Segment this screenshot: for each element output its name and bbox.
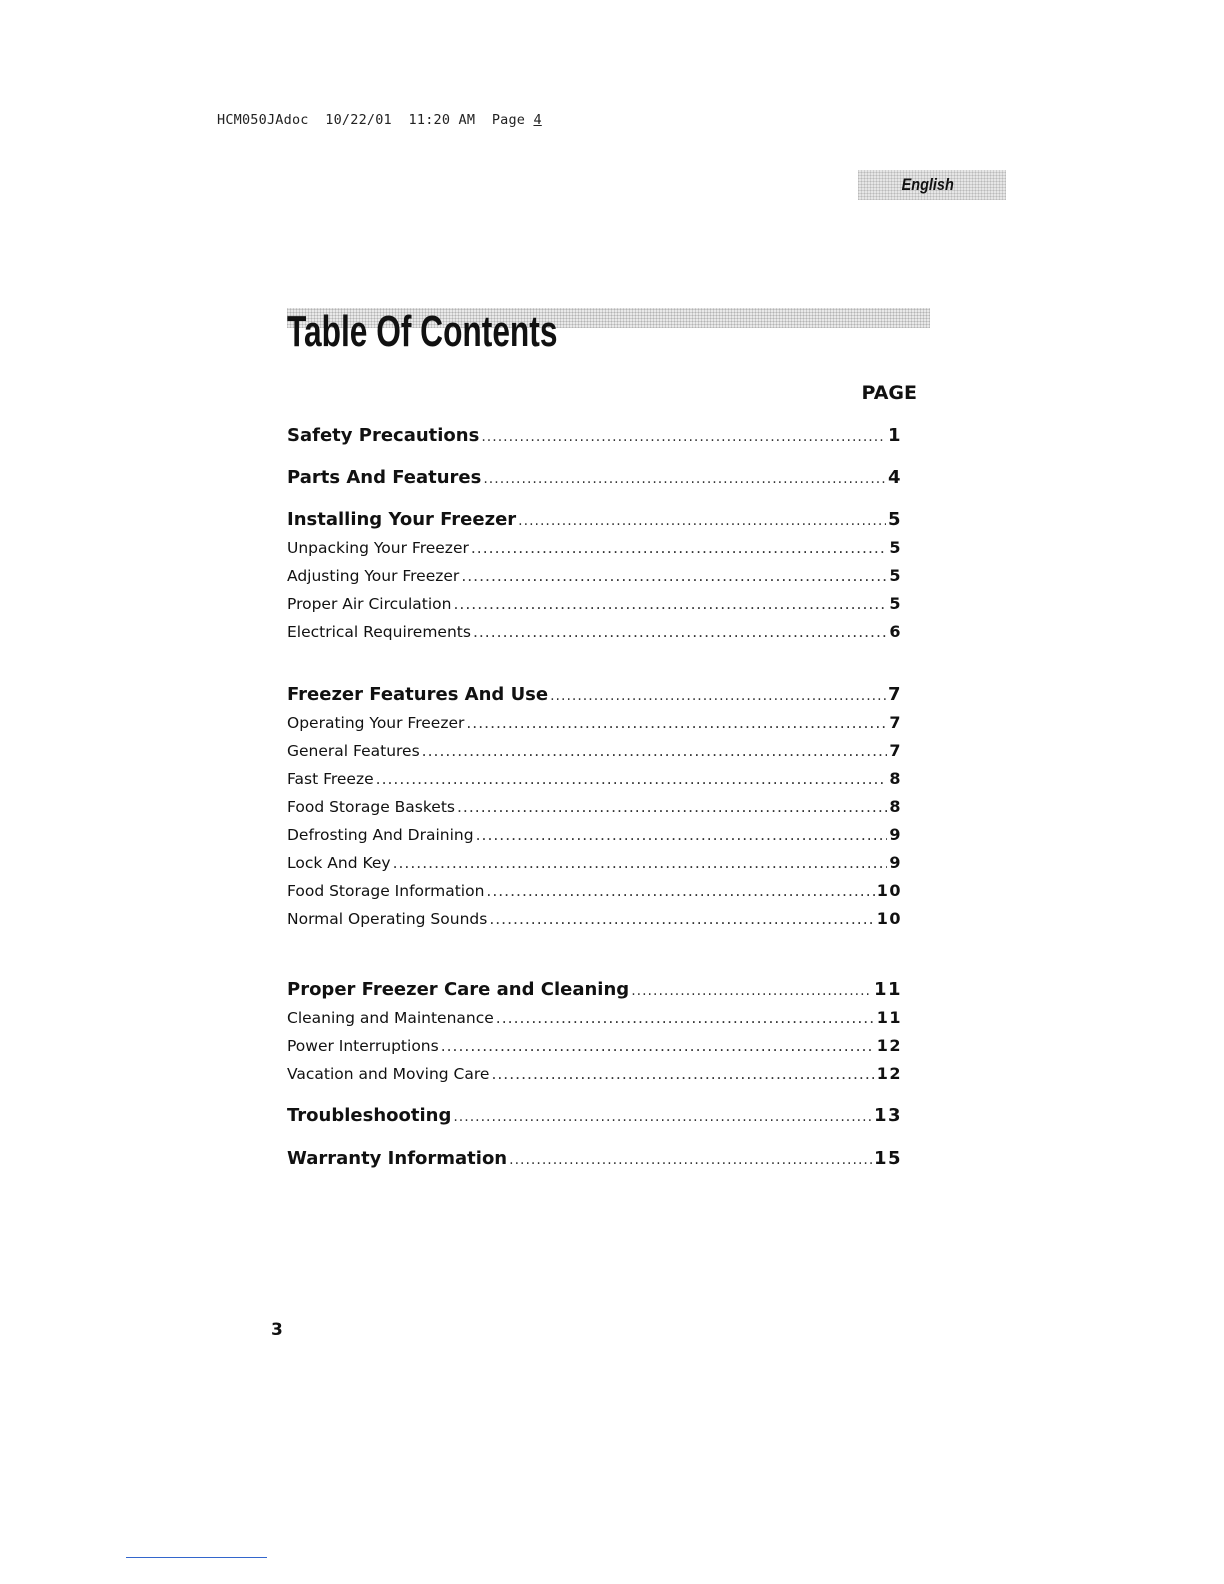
page-number: 3 [271,1320,283,1340]
toc-entry-title: Troubleshooting [287,1105,452,1126]
toc-entry-page: 8 [889,797,902,816]
dot-leader [457,798,887,816]
toc-entry-title: Power Interruptions [287,1037,439,1055]
toc-entry[interactable] [287,881,902,905]
toc-entry[interactable] [287,979,902,1003]
toc-entry-title: Adjusting Your Freezer [287,567,460,585]
toc-entry-title: Food Storage Information [287,882,485,900]
dot-leader [441,1037,875,1055]
toc-entry-page: 15 [873,1148,902,1169]
toc-entry[interactable] [287,853,902,877]
toc-entry[interactable] [287,467,902,491]
toc-entry-title: Unpacking Your Freezer [287,539,469,557]
toc-entry[interactable] [287,1036,902,1060]
toc-entry[interactable] [287,566,902,590]
dot-leader [486,882,874,900]
toc-entry-title: Fast Freeze [287,770,374,788]
dot-leader [422,742,888,760]
language-tab-label: English [901,175,954,194]
toc-entry-title: Installing Your Freezer [287,509,517,530]
toc-entry[interactable] [287,909,902,933]
file-header-page-number: 4 [533,112,542,128]
dot-leader [453,1109,872,1125]
toc-entry-page: 9 [889,853,902,872]
toc-entry-page: 7 [887,684,902,705]
toc-entry[interactable] [287,741,902,765]
dot-leader [518,513,886,529]
toc-entry-page: 5 [889,538,902,557]
toc-entry-page: 13 [873,1105,902,1126]
dot-leader [393,854,888,872]
toc-entry-page: 5 [889,566,902,585]
dot-leader [476,826,888,844]
toc-entry[interactable] [287,684,902,708]
toc-entry-page: 10 [876,881,902,900]
toc-entry-title: Electrical Requirements [287,623,471,641]
dot-leader [550,688,886,704]
dot-leader [453,595,887,613]
file-header-text: HCM050JAdoc 10/22/01 11:20 AM Page [217,112,534,128]
dot-leader [376,770,888,788]
toc-entry-page: 4 [887,467,902,488]
toc-entry-title: Normal Operating Sounds [287,910,488,928]
toc-entry-title: Parts And Features [287,467,482,488]
toc-entry-title: Lock And Key [287,854,391,872]
dot-leader [461,567,887,585]
dot-leader [491,1065,874,1083]
page-title: Table Of Contents [287,307,558,356]
toc-entry-page: 1 [887,425,902,446]
toc-entry-page: 6 [889,622,902,641]
toc-entry-page: 10 [876,909,902,928]
toc-entry-title: Operating Your Freezer [287,714,465,732]
toc-entry-title: Proper Freezer Care and Cleaning [287,979,630,1000]
dot-leader [483,471,886,487]
dot-leader [489,910,874,928]
toc-entry-page: 5 [887,509,902,530]
dot-leader [466,714,887,732]
toc-entry[interactable] [287,769,902,793]
dot-leader [481,429,886,445]
toc-entry-title: Cleaning and Maintenance [287,1009,494,1027]
toc-entry-page: 8 [889,769,902,788]
toc-entry-page: 12 [876,1064,902,1083]
toc-entry[interactable] [287,1008,902,1032]
toc-entry-title: Vacation and Moving Care [287,1065,490,1083]
dot-leader [631,983,872,999]
footnote-rule [126,1557,267,1558]
toc-entry-title: General Features [287,742,420,760]
toc-entry[interactable] [287,1148,902,1172]
toc-entry-page: 7 [889,713,902,732]
toc-entry-page: 11 [873,979,902,1000]
dot-leader [496,1009,875,1027]
toc-entry-page: 5 [889,594,902,613]
toc-entry[interactable] [287,797,902,821]
toc-entry-title: Defrosting And Draining [287,826,474,844]
toc-entry-title: Safety Precautions [287,425,480,446]
dot-leader [509,1152,872,1168]
toc-entry[interactable] [287,1064,902,1088]
toc-entry[interactable] [287,713,902,737]
toc-entry[interactable] [287,538,902,562]
toc-entry-title: Proper Air Circulation [287,595,452,613]
toc-entry-page: 9 [889,825,902,844]
toc-entry[interactable] [287,425,902,449]
toc-entry-page: 11 [876,1008,902,1027]
toc-entry-page: 12 [876,1036,902,1055]
toc-entry[interactable] [287,594,902,618]
toc-entry-title: Food Storage Baskets [287,798,455,816]
dot-leader [473,623,887,641]
toc-entry[interactable] [287,509,902,533]
toc-entry[interactable] [287,1105,902,1129]
table-of-contents [287,0,902,1584]
toc-entry[interactable] [287,825,902,849]
page-column-label: PAGE [861,382,917,404]
toc-entry-title: Warranty Information [287,1148,508,1169]
toc-entry-title: Freezer Features And Use [287,684,549,705]
toc-entry-page: 7 [889,741,902,760]
toc-entry[interactable] [287,622,902,646]
dot-leader [471,539,888,557]
